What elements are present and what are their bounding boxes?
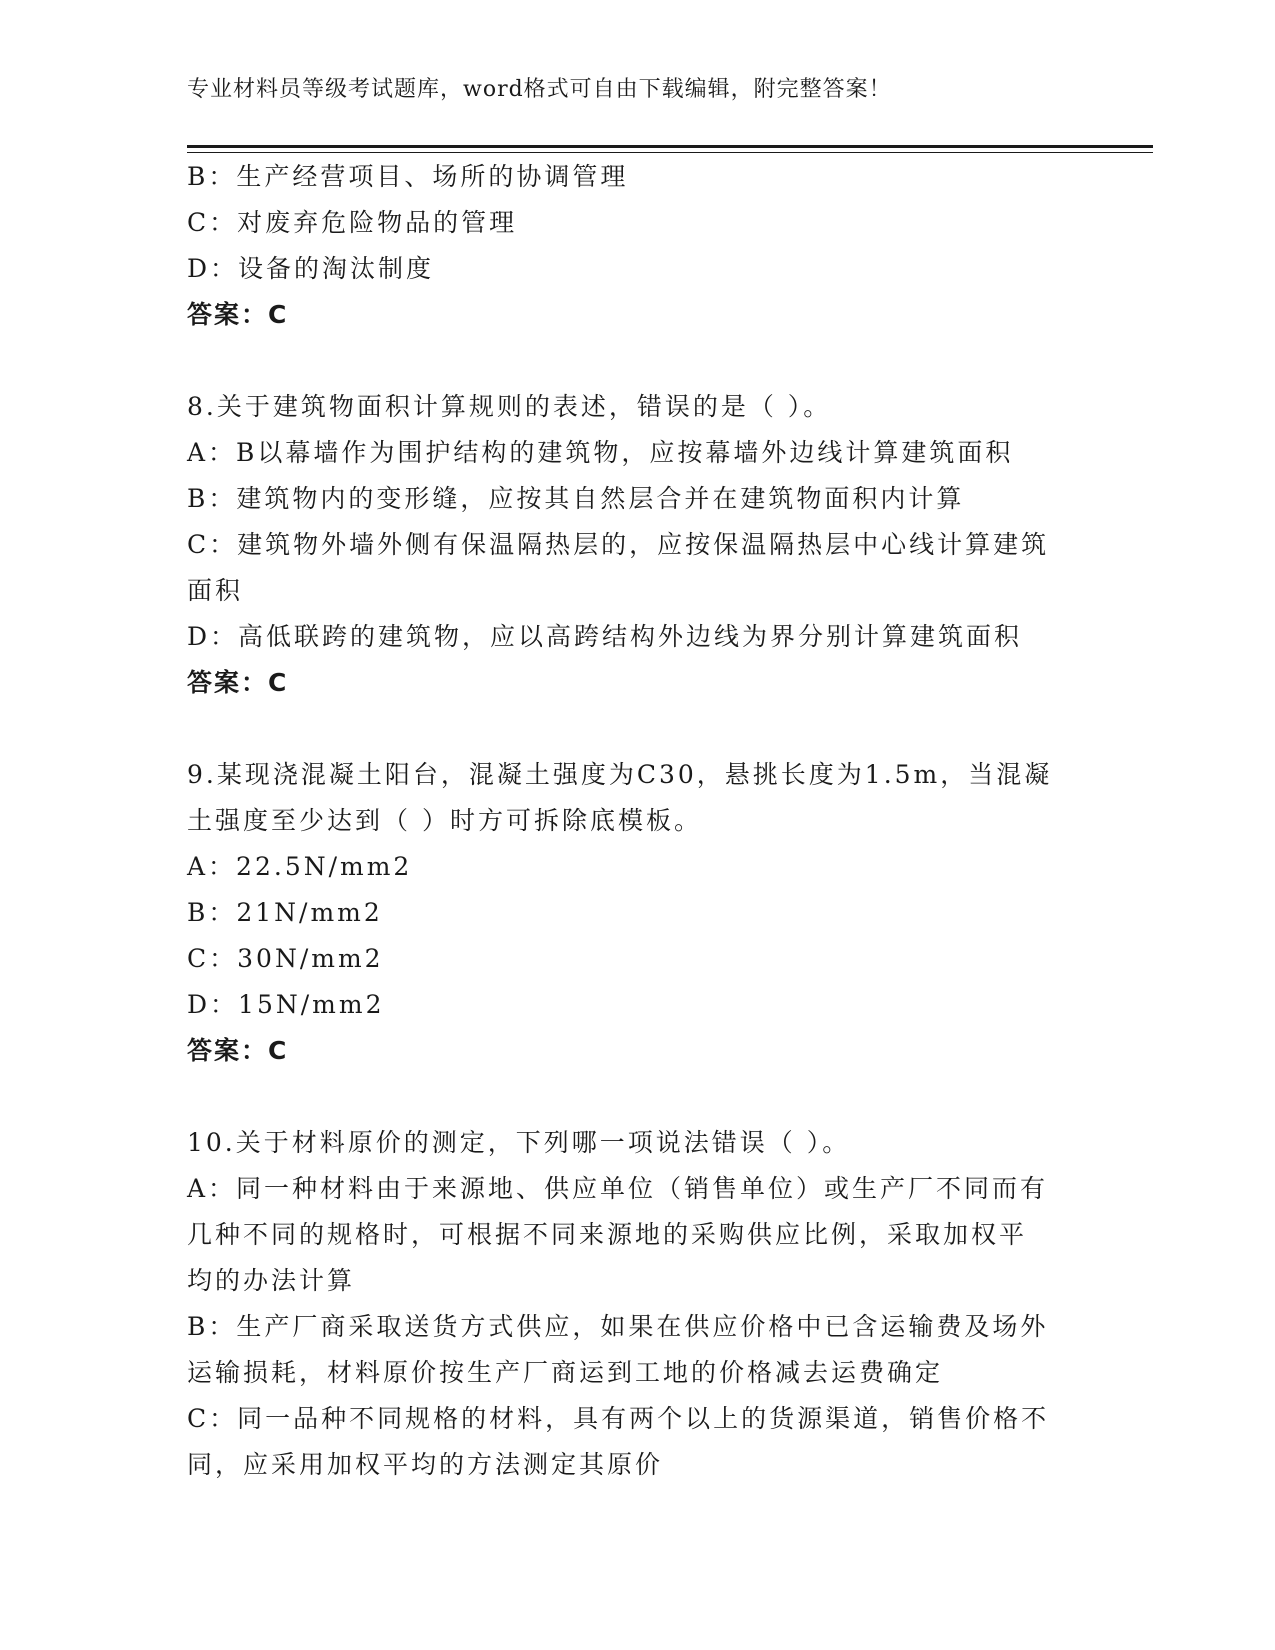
option-b-continued: 运输损耗，材料原价按生产厂商运到工地的价格减去运费确定 xyxy=(187,1358,944,1387)
option-b: B：建筑物内的变形缝，应按其自然层合并在建筑物面积内计算 xyxy=(187,484,965,513)
question-stem-continued: 土强度至少达到（ ）时方可拆除底模板。 xyxy=(187,806,702,835)
option-d: D：高低联跨的建筑物，应以高跨结构外边线为界分别计算建筑面积 xyxy=(187,622,1023,651)
option-a-continued: 几种不同的规格时，可根据不同来源地的采购供应比例，采取加权平 xyxy=(187,1220,1028,1249)
option-b: B：生产经营项目、场所的协调管理 xyxy=(187,162,629,191)
question-8 xyxy=(187,384,1087,706)
question-7-tail xyxy=(187,154,1087,338)
question-stem: 8.关于建筑物面积计算规则的表述，错误的是（ ）。 xyxy=(187,392,832,421)
question-9 xyxy=(187,752,1087,1074)
page-header: 专业材料员等级考试题库，word格式可自由下载编辑，附完整答案！ xyxy=(187,77,892,102)
option-d: D：设备的淘汰制度 xyxy=(187,254,435,283)
option-c: C：建筑物外墙外侧有保温隔热层的，应按保温隔热层中心线计算建筑 xyxy=(187,530,1050,559)
option-a: A：22.5N/mm2 xyxy=(187,852,413,881)
answer-line: 答案：C xyxy=(187,300,289,329)
option-c-continued: 同，应采用加权平均的方法测定其原价 xyxy=(187,1450,664,1479)
question-stem: 9.某现浇混凝土阳台，混凝土强度为C30，悬挑长度为1.5m，当混凝 xyxy=(187,760,1053,789)
option-c-continued: 面积 xyxy=(187,576,244,605)
question-content xyxy=(187,154,1087,1488)
option-a-continued: 均的办法计算 xyxy=(187,1266,356,1295)
option-c: C：30N/mm2 xyxy=(187,944,384,973)
option-b: B：21N/mm2 xyxy=(187,898,383,927)
answer-line: 答案：C xyxy=(187,1036,289,1065)
option-c: C：同一品种不同规格的材料，具有两个以上的货源渠道，销售价格不 xyxy=(187,1404,1050,1433)
option-a: A：B以幕墙作为围护结构的建筑物，应按幕墙外边线计算建筑面积 xyxy=(187,438,1014,467)
option-b: B：生产厂商采取送货方式供应，如果在供应价格中已含运输费及场外 xyxy=(187,1312,1049,1341)
spacer xyxy=(187,1074,1087,1120)
question-10 xyxy=(187,1120,1087,1488)
header-divider xyxy=(187,145,1153,153)
option-d: D：15N/mm2 xyxy=(187,990,385,1019)
question-stem: 10.关于材料原价的测定，下列哪一项说法错误（ ）。 xyxy=(187,1128,851,1157)
option-c: C：对废弃危险物品的管理 xyxy=(187,208,518,237)
answer-line: 答案：C xyxy=(187,668,289,697)
option-a: A：同一种材料由于来源地、供应单位（销售单位）或生产厂不同而有 xyxy=(187,1174,1049,1203)
spacer xyxy=(187,338,1087,384)
spacer xyxy=(187,706,1087,752)
